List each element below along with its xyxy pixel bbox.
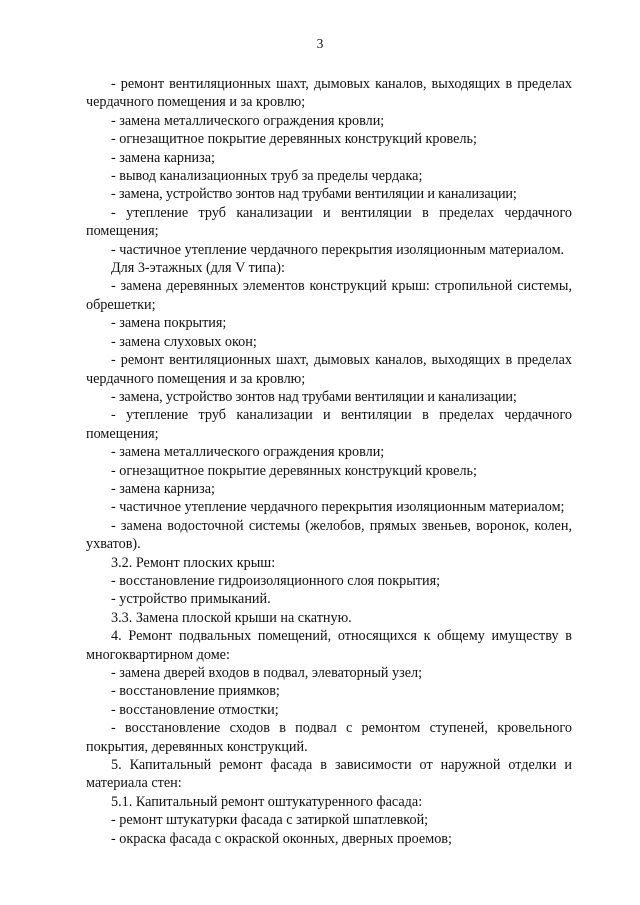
paragraph: - замена, устройство зонтов над трубами вентиляции и канализации; (111, 388, 517, 405)
paragraph: - вывод канализационных труб за пределы чердака; (111, 168, 423, 185)
paragraph: - устройство примыканий. (111, 591, 271, 608)
paragraph: - частичное утепление чердачного перекрытия изоляционным материалом; (111, 499, 565, 516)
paragraph: Для 3-этажных (для V типа): (111, 260, 285, 277)
paragraph: - замена карниза; (111, 480, 215, 497)
paragraph: - замена водосточной системы (желобов, прямых звеньев, воронок, колен, ухватов). (86, 517, 572, 553)
paragraph: 5.1. Капитальный ремонт оштукатуренного фасада: (111, 793, 423, 810)
paragraph: 3.2. Ремонт плоских крыш: (111, 554, 276, 571)
paragraph: - ремонт штукатурки фасада с затиркой шпатлевкой; (111, 812, 429, 829)
page-number: 3 (316, 36, 324, 51)
paragraph: - частичное утепление чердачного перекрытия изоляционным материалом. (111, 241, 565, 258)
paragraph: - замена, устройство зонтов над трубами вентиляции и канализации; (111, 186, 517, 203)
paragraph: - восстановление отмостки; (111, 701, 279, 718)
paragraph: - замена дверей входов в подвал, элеваторный узел; (111, 665, 423, 681)
paragraph: - ремонт вентиляционных шахт, дымовых каналов, выходящих в пределах чердачного помещения и за кровлю; (86, 76, 572, 111)
paragraph: - замена металлического ограждения кровли; (111, 444, 385, 461)
paragraph: - огнезащитное покрытие деревянных конструкций кровель; (111, 462, 477, 479)
paragraph: 3.3. Замена плоской крыши на скатную. (111, 609, 352, 626)
paragraph: 5. Капитальный ремонт фасада в зависимости от наружной отделки и материала стен: (86, 757, 572, 792)
paragraph: - замена металлического ограждения кровли; (111, 112, 385, 129)
paragraph: 4. Ремонт подвальных помещений, относящихся к общему имуществу в многоквартирном доме: (86, 628, 572, 663)
paragraph: - утепление труб канализации и вентиляции в пределах чердачного помещения; (86, 204, 572, 240)
paragraph: - ремонт вентиляционных шахт, дымовых каналов, выходящих в пределах чердачного помещения и за кровлю; (86, 352, 572, 387)
document-body (86, 75, 572, 848)
paragraph: - утепление труб канализации и вентиляции в пределах чердачного помещения; (86, 407, 572, 442)
paragraph: - окраска фасада с окраской оконных, дверных проемов; (111, 830, 452, 847)
paragraph: - восстановление сходов в подвал с ремонтом ступеней, кровельного покрытия, деревянных конструкций. (86, 720, 572, 755)
paragraph: - замена деревянных элементов конструкций крыш: стропильной системы, обрешетки; (86, 278, 572, 313)
paragraph: - восстановление гидроизоляционного слоя покрытия; (111, 572, 441, 589)
paragraph: - замена карниза; (111, 149, 215, 166)
paragraph: - восстановление приямков; (111, 683, 280, 700)
paragraph: - огнезащитное покрытие деревянных конструкций кровель; (111, 131, 477, 148)
paragraph: - замена покрытия; (111, 315, 227, 332)
paragraph: - замена слуховых окон; (111, 333, 257, 350)
